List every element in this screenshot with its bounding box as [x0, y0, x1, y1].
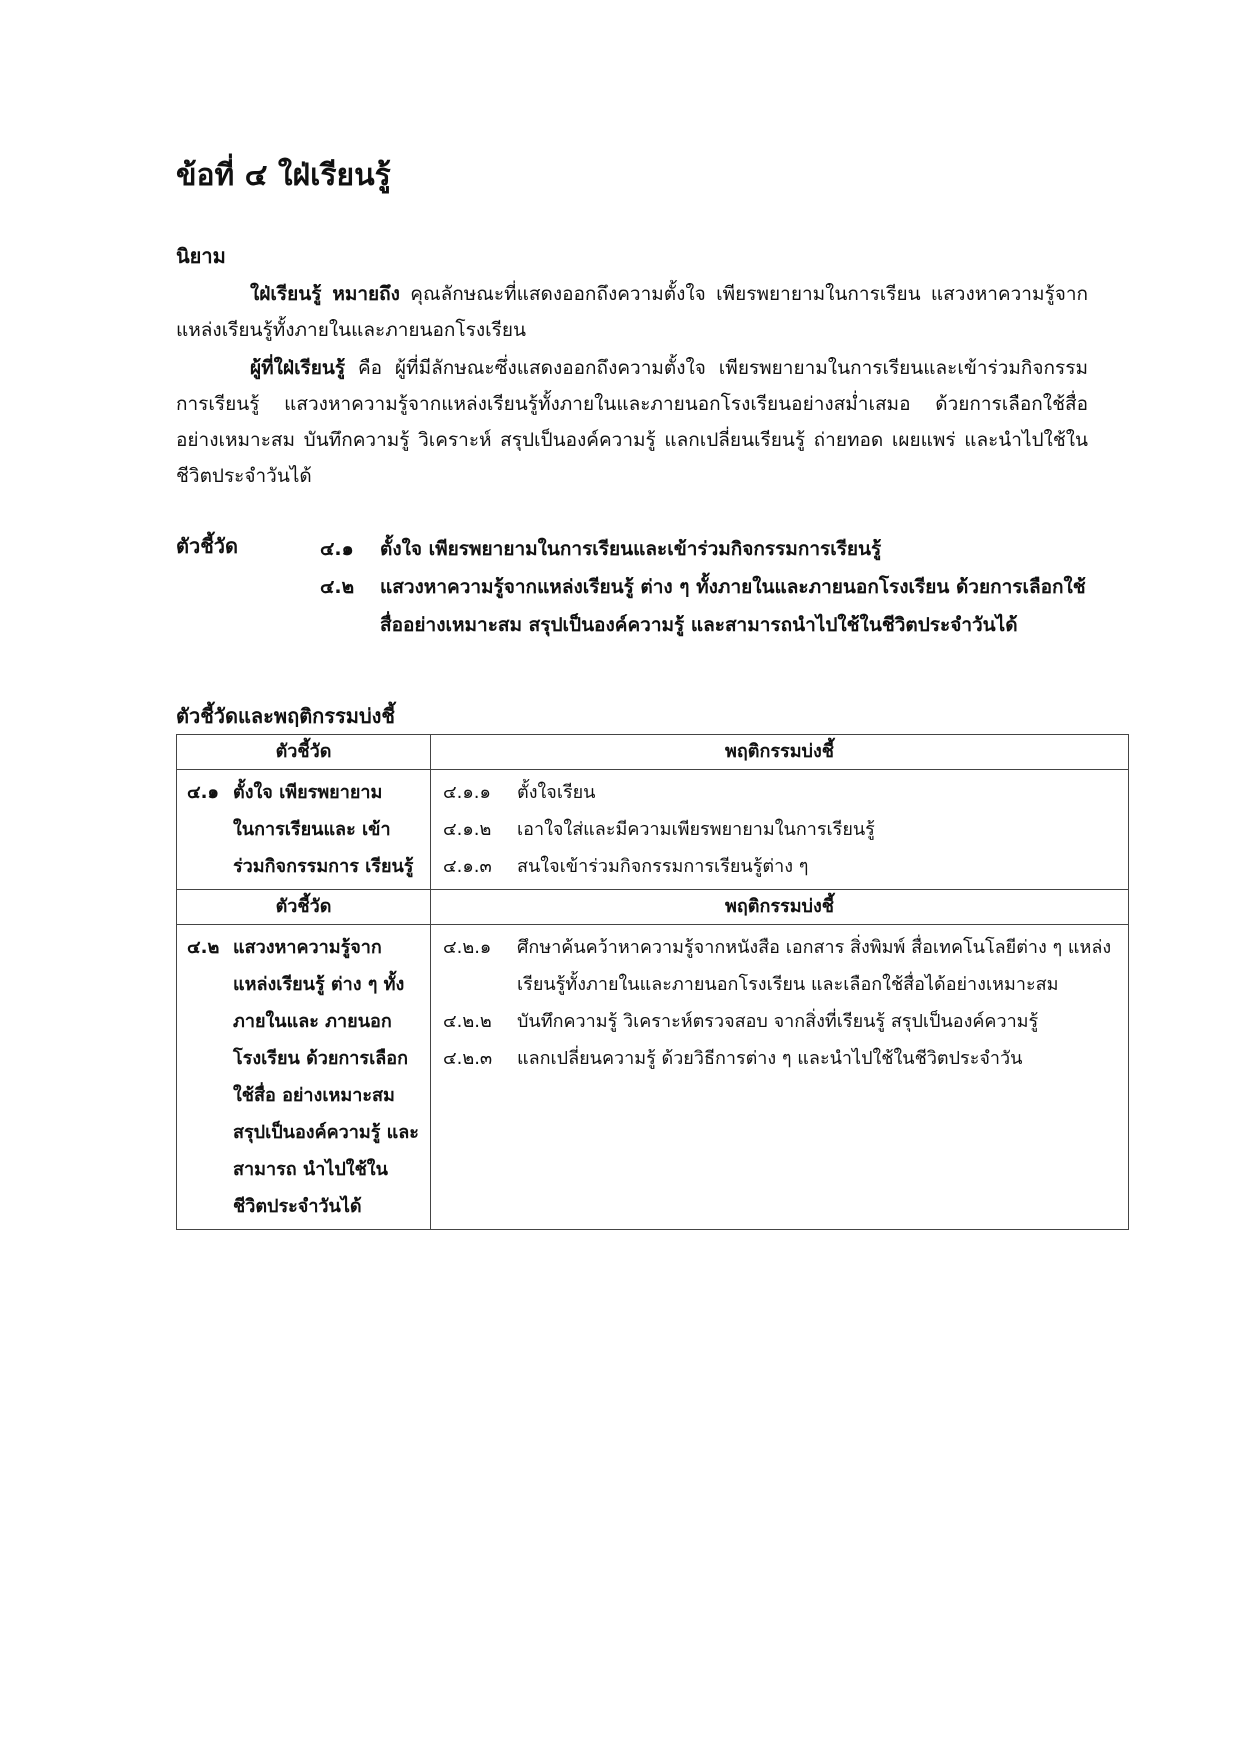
- behavior-number: ๔.๑.๑: [443, 782, 491, 803]
- behavior-text: ศึกษาค้นคว้าหาความรู้จากหนังสือ เอกสาร สิ่งพิมพ์ สื่อเทคโนโลยีต่าง ๆ แหล่งเรียนรู้ทั้งภายในและภายนอกโรงเรียน และเลือกใช้สื่อได้อย่างเหมาะสม: [517, 937, 1112, 995]
- behavior-cell: [431, 770, 1129, 890]
- behavior-item: [443, 811, 1120, 848]
- indicator-first-line: แสวงหาความรู้จาก: [233, 937, 382, 958]
- indicators-heading: ตัวชี้วัด: [176, 534, 239, 558]
- behavior-cell: [431, 925, 1129, 1230]
- behavior-item: [443, 1040, 1120, 1077]
- column-header-indicator: ตัวชี้วัด: [177, 890, 431, 925]
- indicators-list: [320, 530, 1090, 644]
- indicator-number: ๔.๒: [320, 576, 355, 598]
- definition-text-2: คือ ผู้ที่มีลักษณะซึ่งแสดงออกถึงความตั้งใจ เพียรพยายามในการเรียนและเข้าร่วมกิจกรรมการเรียนรู้ แสวงหาความรู้จากแหล่งเรียนรู้ทั้งภายในและภายนอกโรงเรียนอย่างสม่ำเสมอ ด้วยการเลือกใช้สื่ออย่างเหมาะสม บันทึกความรู้ วิเคราะห์ สรุปเป็นองค์ความรู้ แลกเปลี่ยนเรียนรู้ ถ่ายทอด เผยแพร่ และนำไปใช้ในชีวิตประจำวันได้: [176, 357, 1088, 487]
- behavior-item: [443, 774, 1120, 811]
- indicator-first-line: ตั้งใจ เพียรพยายาม: [233, 782, 383, 803]
- behavior-text: ตั้งใจเรียน: [517, 782, 596, 803]
- behavior-item: [443, 929, 1120, 1003]
- indicator-text: แสวงหาความรู้จากแหล่งเรียนรู้ ต่าง ๆ ทั้งภายในและภายนอกโรงเรียน ด้วยการเลือกใช้สื่ออย่างเหมาะสม สรุปเป็นองค์ความรู้ และสามารถนำไปใช้ในชีวิตประจำวันได้: [380, 576, 1086, 636]
- definition-term-2: ผู้ที่ใฝ่เรียนรู้: [250, 357, 346, 379]
- behavior-item: [443, 848, 1120, 885]
- indicator-number: ๔.๒: [187, 937, 220, 958]
- column-header-behavior: พฤติกรรมบ่งชี้: [431, 890, 1129, 925]
- indicator-text: ตั้งใจ เพียรพยายามในการเรียนและเข้าร่วมกิจกรรมการเรียนรู้: [380, 538, 882, 560]
- behavior-number: ๔.๑.๒: [443, 819, 492, 840]
- table-header-row: [177, 735, 1129, 770]
- table-row: [177, 925, 1129, 1230]
- indicator-behavior-table: [176, 734, 1129, 1230]
- table-row: [177, 770, 1129, 890]
- behavior-text: เอาใจใส่และมีความเพียรพยายามในการเรียนรู้: [517, 819, 875, 840]
- indicator-continuation: ในการเรียนและ เข้าร่วมกิจกรรมการ เรียนรู้: [233, 819, 414, 877]
- table-heading: ตัวชี้วัดและพฤติกรรมบ่งชี้: [176, 704, 395, 728]
- definition-paragraph-1: [176, 276, 1088, 348]
- definition-paragraph-2: [176, 350, 1088, 494]
- indicator-number: ๔.๑: [320, 538, 354, 560]
- behavior-number: ๔.๒.๓: [443, 1048, 493, 1069]
- indicator-number: ๔.๑: [187, 782, 219, 803]
- behavior-item: [443, 1003, 1120, 1040]
- behavior-number: ๔.๒.๒: [443, 1011, 492, 1032]
- definition-text-1: คุณลักษณะที่แสดงออกถึงความตั้งใจ เพียรพยายามในการเรียน แสวงหาความรู้จากแหล่งเรียนรู้ทั้งภายในและภายนอกโรงเรียน: [176, 283, 1088, 341]
- indicator-cell: [177, 925, 431, 1230]
- definition-heading: นิยาม: [176, 244, 226, 268]
- behavior-text: สนใจเข้าร่วมกิจกรรมการเรียนรู้ต่าง ๆ: [517, 856, 809, 877]
- behavior-number: ๔.๒.๑: [443, 937, 492, 958]
- behavior-text: บันทึกความรู้ วิเคราะห์ตรวจสอบ จากสิ่งที่เรียนรู้ สรุปเป็นองค์ความรู้: [517, 1011, 1039, 1032]
- indicator-cell: [177, 770, 431, 890]
- behavior-number: ๔.๑.๓: [443, 856, 492, 877]
- indicator-continuation: แหล่งเรียนรู้ ต่าง ๆ ทั้งภายในและ ภายนอกโรงเรียน ด้วยการเลือกใช้สื่อ อย่างเหมาะสม สรุปเป็นองค์ความรู้ และสามารถ นำไปใช้ใน ชีวิตประจำวันได้: [233, 974, 419, 1217]
- page-title: ข้อที่ ๔ ใฝ่เรียนรู้: [176, 158, 391, 193]
- table-header-row: [177, 890, 1129, 925]
- indicator-item: [320, 530, 1090, 568]
- column-header-behavior: พฤติกรรมบ่งชี้: [431, 735, 1129, 770]
- indicator-item: [320, 568, 1090, 644]
- definition-term-1: ใฝ่เรียนรู้ หมายถึง: [250, 283, 400, 305]
- column-header-indicator: ตัวชี้วัด: [177, 735, 431, 770]
- behavior-text: แลกเปลี่ยนความรู้ ด้วยวิธีการต่าง ๆ และนำไปใช้ในชีวิตประจำวัน: [517, 1048, 1023, 1069]
